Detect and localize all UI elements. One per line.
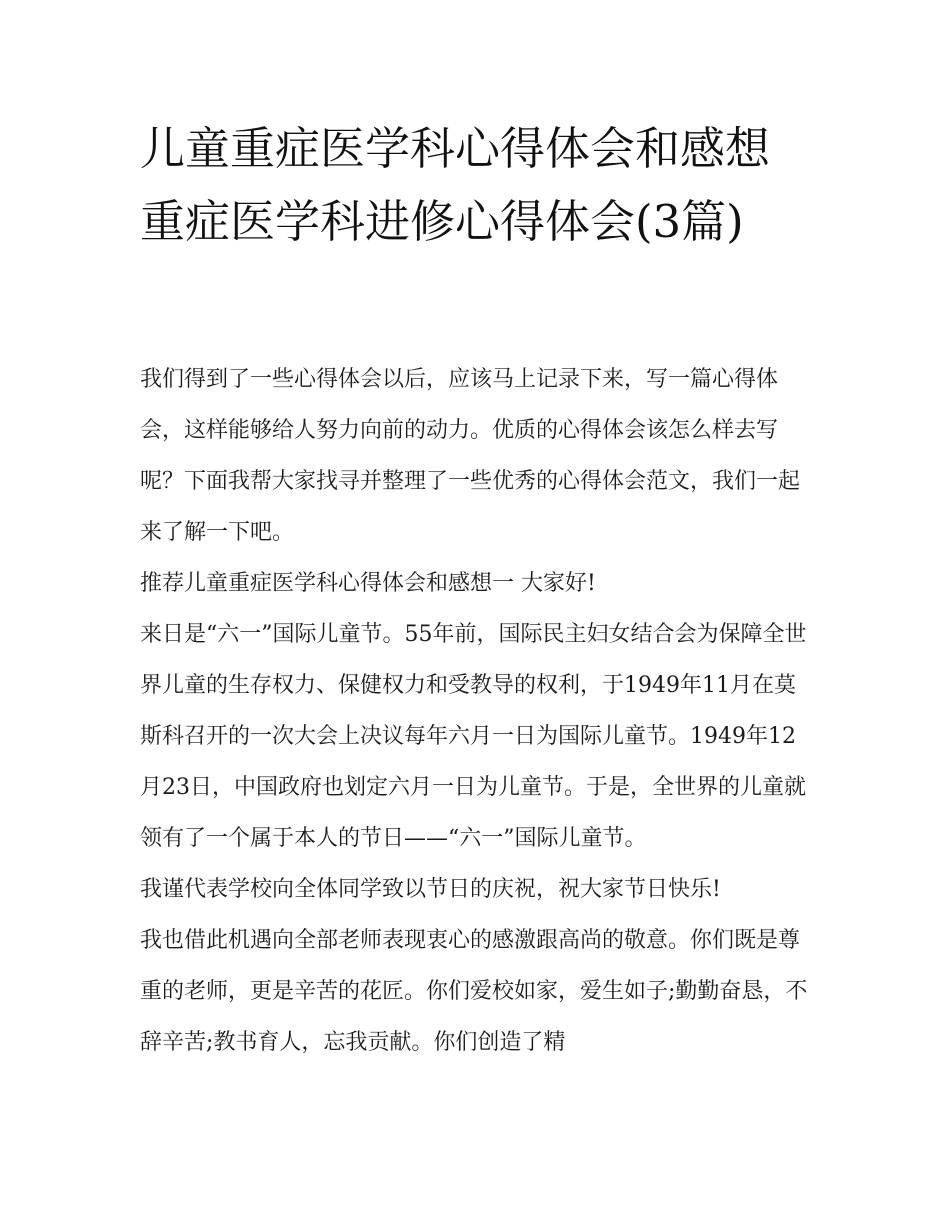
paragraph: 我谨代表学校向全体同学致以节日的庆祝，祝大家节日快乐! [140,877,721,902]
paragraph: 我也借此机遇向全部老师表现衷心的感激跟高尚的敬意。你们既是尊重的老师，更是辛苦的花匠。你们爱校如家，爱生如子;勤勤奋恳，不辞辛苦;教书育人，忘我贡献。你们创造了精 [140,928,808,1055]
paragraph: 推荐儿童重症医学科心得体会和感想一 大家好! [140,571,596,596]
paragraph: 我们得到了一些心得体会以后，应该马上记录下来，写一篇心得体会，这样能够给人努力向前的动力。优质的心得体会该怎么样去写呢？下面我帮大家找寻并整理了一些优秀的心得体会范文，我们一起来了解一下吧。 [140,367,801,545]
document-title: 儿童重症医学科心得体会和感想 重症医学科进修心得体会(3篇) [140,122,771,248]
document-body [140,354,815,1068]
paragraph: 来日是“六一”国际儿童节。55年前，国际民主妇女结合会为保障全世界儿童的生存权力、保健权力和受教导的权利，于1949年11月在莫斯科召开的一次大会上决议每年六月一日为国际儿童节。1949年12月23日，中国政府也划定六月一日为儿童节。于是，全世界的儿童就领有了一个属于本人的节日——“六一”国际儿童节。 [140,622,807,851]
